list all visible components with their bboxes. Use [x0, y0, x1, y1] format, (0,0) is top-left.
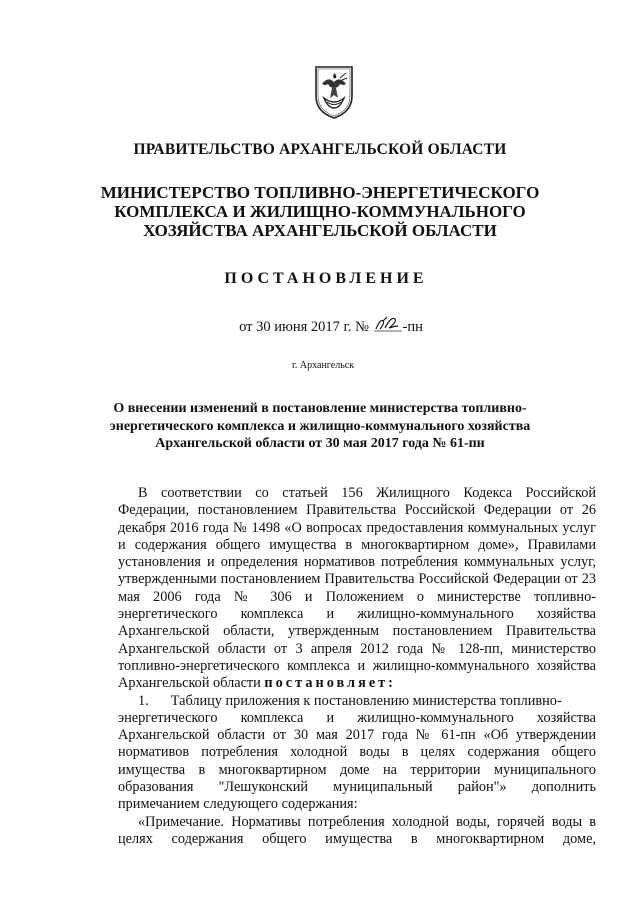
preamble-line: мая 2006 года № 306 и Положением о министерстве топливно- — [118, 588, 596, 605]
preamble-line: утвержденными постановлением Правительства Российской Федерации от 23 — [118, 571, 596, 588]
preamble-line: установления и определения нормативов потребления коммунальных услуг, — [118, 554, 596, 571]
document-date: от 30 июня 2017 г. № — [239, 319, 369, 335]
resolves-word: постановляет: — [264, 675, 396, 692]
item-1-line: имущества в многоквартирном доме на территории муниципального — [118, 761, 596, 778]
subject-line: энергетического комплекса и жилищно-коммунального хозяйства — [109, 418, 531, 434]
preamble-line: декабря 2016 года № 1498 «О вопросах предоставления коммунальных услуг — [118, 519, 596, 536]
subject-line: О внесении изменений в постановление министерства топливно- — [113, 401, 527, 416]
item-1-first-line — [118, 693, 596, 710]
note-line: целях содержания общего имущества в многоквартирном доме, — [118, 830, 596, 847]
document-body — [118, 485, 596, 848]
preamble-last-line — [118, 675, 596, 692]
item-1-text: Таблицу приложения к постановлению министерства топливно- — [170, 692, 562, 709]
subject-line: Архангельской области от 30 мая 2017 года № 61-пн — [155, 436, 485, 451]
ministry-title-line: КОМПЛЕКСА И ЖИЛИЩНО-КОММУНАЛЬНОГО — [114, 202, 526, 221]
preamble-line: Архангельской области от 3 апреля 2012 года № 128-пп, министерство — [118, 640, 596, 657]
ministry-title — [0, 183, 640, 240]
document-type: ПОСТАНОВЛЕНИЕ — [224, 270, 428, 287]
note-line: «Примечание. Нормативы потребления холодной воды, горячей воды в — [138, 813, 596, 830]
preamble-line: Архангельской области — [118, 675, 261, 692]
preamble-line: и содержания общего имущества в многоквартирном доме», Правилами — [118, 536, 596, 553]
city-name: г. Архангельск — [291, 360, 355, 371]
ministry-title-line: ХОЗЯЙСТВА АРХАНГЕЛЬСКОЙ ОБЛАСТИ — [143, 221, 497, 240]
preamble-line: В соответствии со статьей 156 Жилищного Кодекса Российской — [138, 485, 596, 501]
arkhangelsk-coat-of-arms-icon — [312, 64, 356, 120]
item-1-line: примечанием следующего содержания: — [118, 796, 358, 813]
item-1-line: энергетического комплекса и жилищно-коммунального хозяйства — [118, 709, 596, 726]
document-subject — [0, 400, 640, 453]
document-number-suffix: -пн — [402, 319, 423, 335]
item-1-line: нормативов потребления холодной воды в целях содержания общего — [118, 744, 596, 761]
preamble-line: топливно-энергетического комплекса и жилищно-коммунального хозяйства — [118, 657, 596, 674]
item-1-line: образования "Лешуконский муниципальный район"» дополнить — [118, 779, 596, 796]
item-number: 1. — [138, 692, 149, 709]
preamble-line: Федерации, постановлением Правительства Российской Федерации от 26 — [118, 502, 596, 519]
item-1-line: Архангельской области от 30 мая 2017 года № 61-пн «Об утверждении — [118, 727, 596, 744]
ministry-title-line: МИНИСТЕРСТВО ТОПЛИВНО-ЭНЕРГЕТИЧЕСКОГО — [100, 183, 540, 202]
preamble-line: Архангельской области, утвержденным постановлением Правительства — [118, 623, 596, 640]
handwritten-number — [373, 315, 403, 333]
date-number-line — [0, 313, 640, 336]
preamble-line: энергетического комплекса и жилищно-коммунального хозяйства — [118, 606, 596, 623]
government-title: ПРАВИТЕЛЬСТВО АРХАНГЕЛЬСКОЙ ОБЛАСТИ — [133, 141, 507, 158]
